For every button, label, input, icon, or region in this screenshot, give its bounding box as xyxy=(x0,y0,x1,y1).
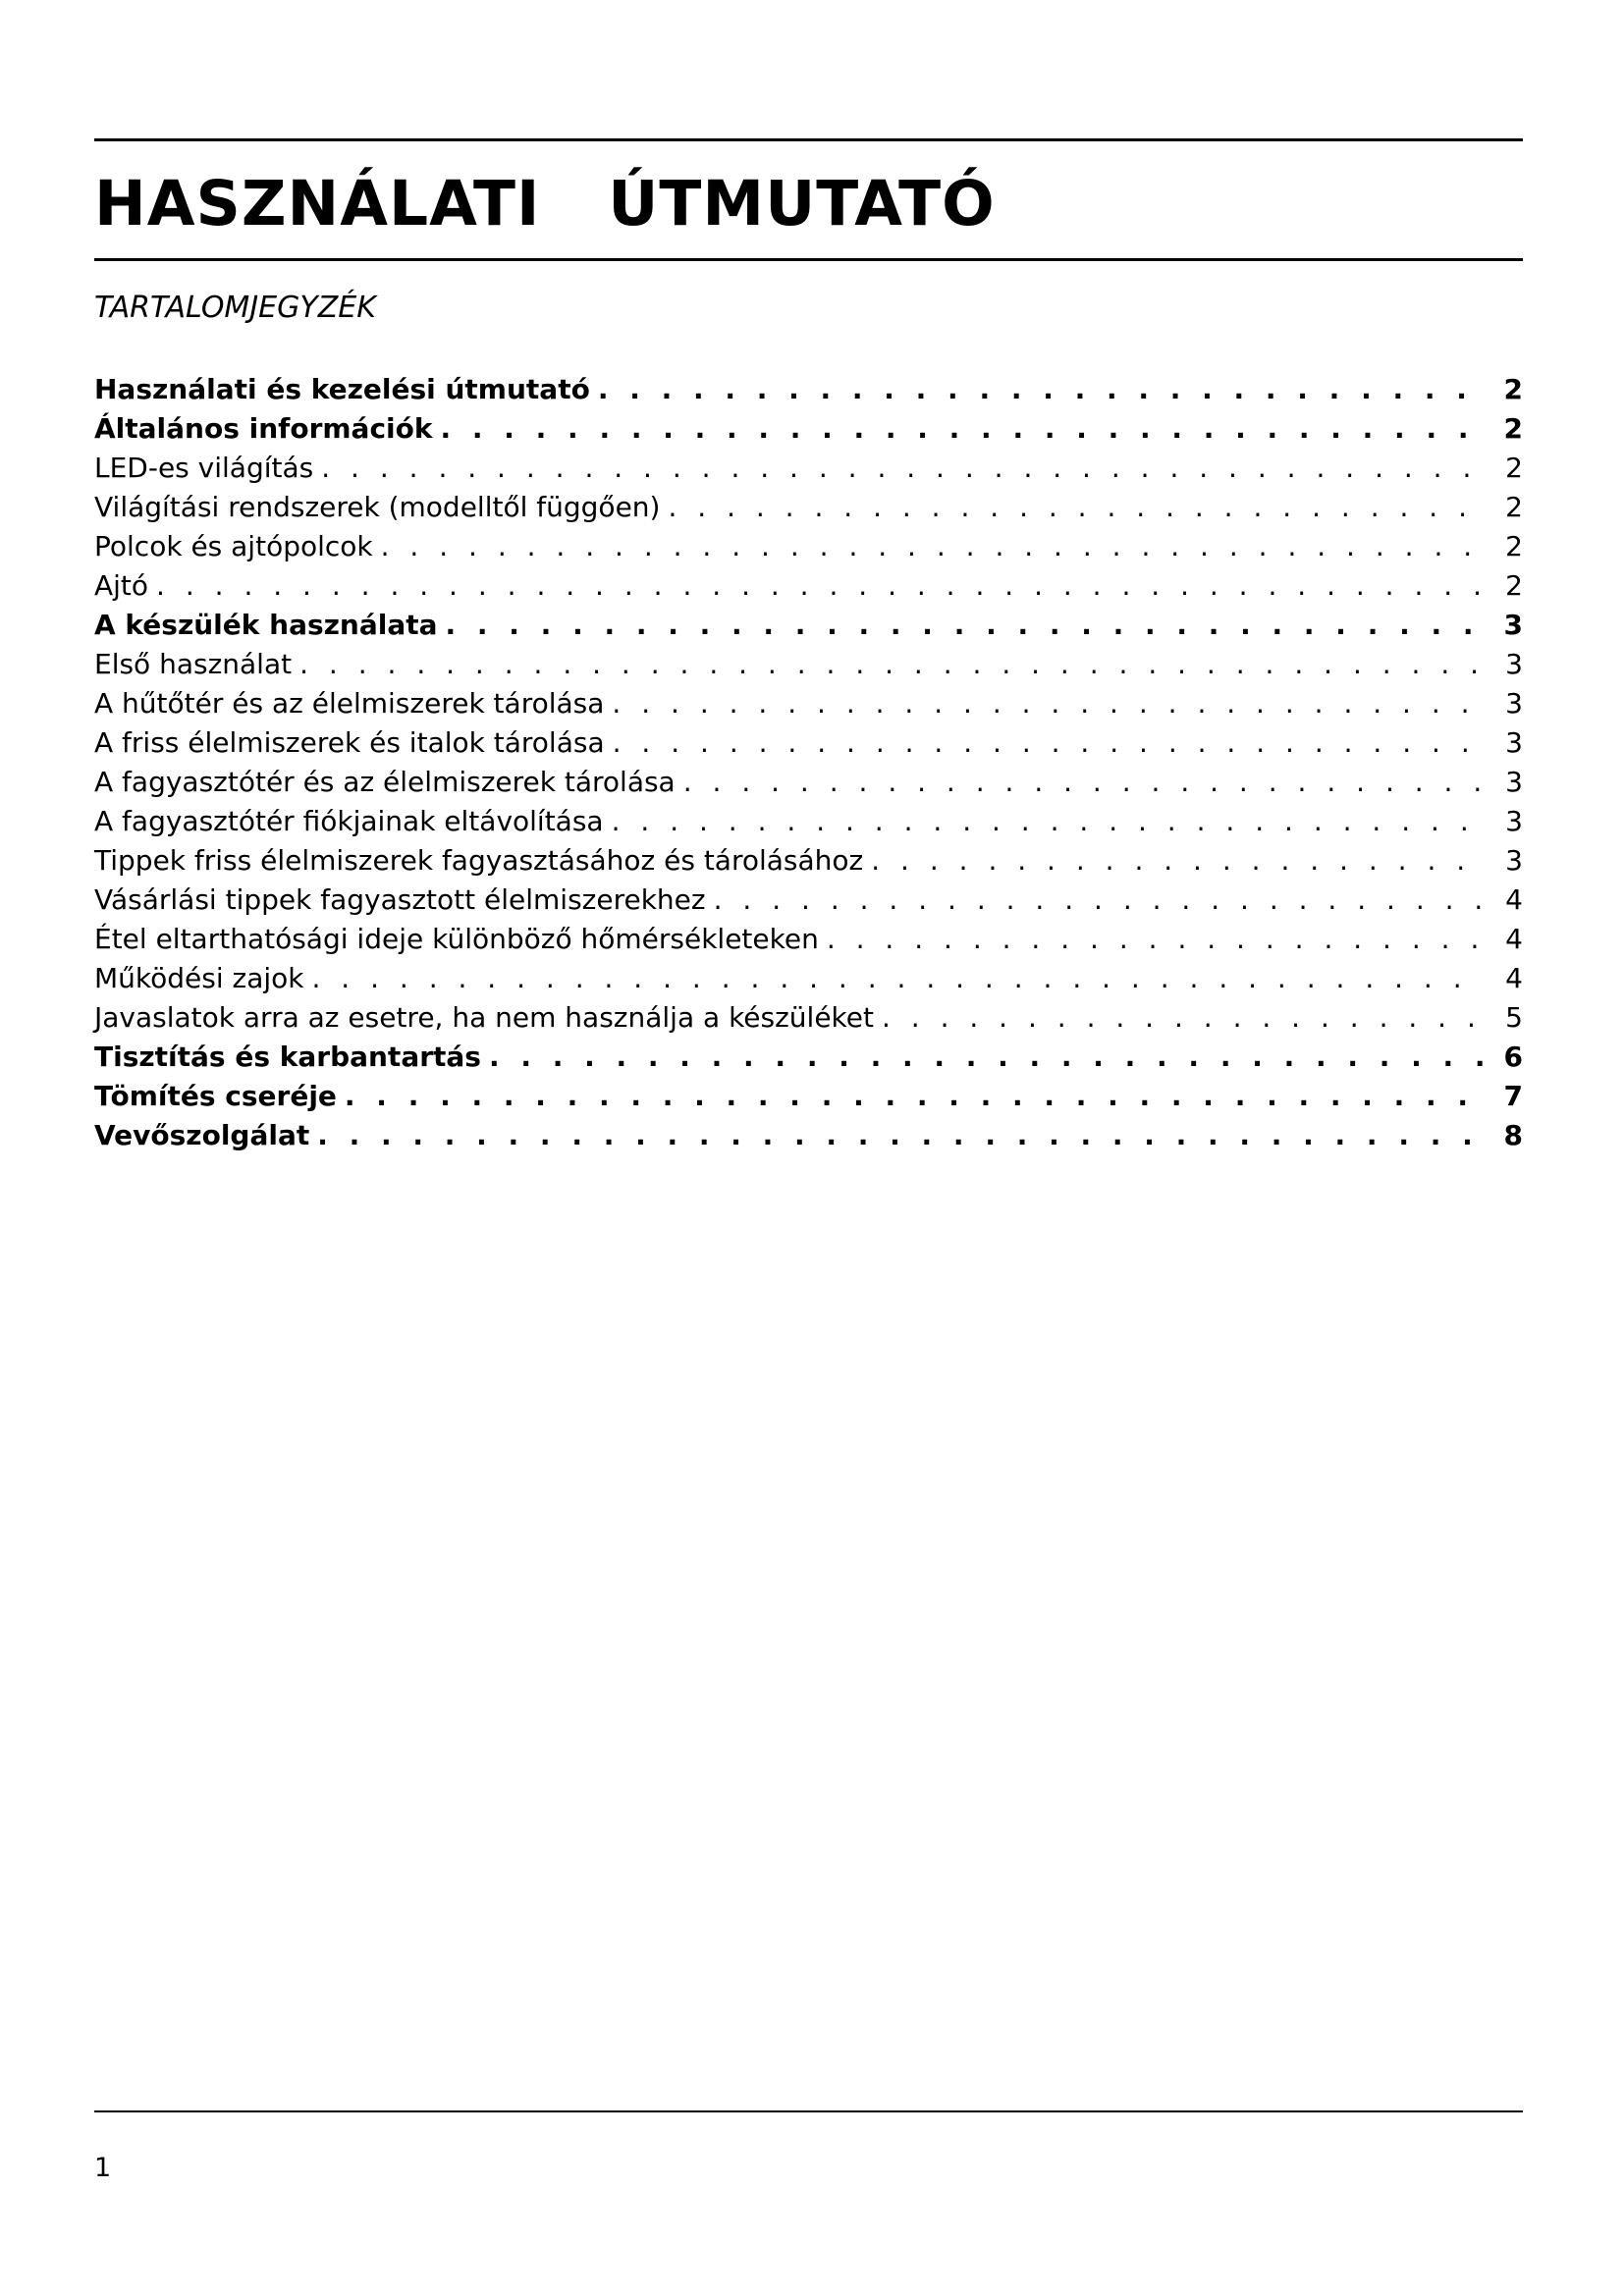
toc-entry[interactable] xyxy=(94,370,1523,409)
toc-entry-page: 3 xyxy=(1505,687,1523,720)
toc-entry[interactable] xyxy=(94,684,1523,723)
toc-entry[interactable] xyxy=(94,527,1523,566)
toc-heading: TARTALOMJEGYZÉK xyxy=(94,291,376,325)
toc-entry-label: A fagyasztótér fiókjainak eltávolítása xyxy=(94,805,604,837)
toc-entry-label: LED-es világítás xyxy=(94,452,314,484)
toc-entry-page: 3 xyxy=(1505,805,1523,837)
toc-entry-label: Ajtó xyxy=(94,569,149,602)
toc-dot-leader xyxy=(156,566,1484,606)
toc-dot-leader xyxy=(345,1077,1484,1116)
toc-entry-page: 2 xyxy=(1503,412,1523,445)
toc-dot-leader xyxy=(613,723,1484,763)
table-of-contents xyxy=(94,370,1523,1155)
toc-entry-page: 2 xyxy=(1505,569,1523,602)
toc-entry-label: Működési zajok xyxy=(94,962,304,994)
toc-entry[interactable] xyxy=(94,566,1523,606)
toc-entry-label: A hűtőtér és az élelmiszerek tárolása xyxy=(94,687,605,720)
toc-entry-page: 4 xyxy=(1505,923,1523,955)
toc-entry[interactable] xyxy=(94,881,1523,920)
toc-dot-leader xyxy=(871,841,1484,881)
toc-entry-page: 3 xyxy=(1505,726,1523,759)
toc-dot-leader xyxy=(882,998,1484,1038)
toc-entry-page: 6 xyxy=(1503,1041,1523,1073)
toc-entry-page: 7 xyxy=(1503,1080,1523,1112)
page-number: 1 xyxy=(94,2153,112,2183)
toc-entry-page: 3 xyxy=(1505,648,1523,680)
toc-entry[interactable] xyxy=(94,488,1523,527)
toc-dot-leader xyxy=(598,370,1484,409)
toc-entry-page: 2 xyxy=(1505,452,1523,484)
toc-entry-label: Étel eltarthatósági ideje különböző hőmérsékleteken xyxy=(94,923,819,955)
toc-dot-leader xyxy=(299,645,1484,684)
toc-dot-leader xyxy=(683,763,1484,802)
top-rule xyxy=(94,138,1523,141)
toc-entry[interactable] xyxy=(94,645,1523,684)
toc-dot-leader xyxy=(317,1116,1484,1155)
toc-entry-page: 2 xyxy=(1505,530,1523,562)
toc-entry-label: Vevőszolgálat xyxy=(94,1119,310,1151)
toc-entry-label: Világítási rendszerek (modelltől függően) xyxy=(94,491,661,523)
toc-entry-label: Vásárlási tippek fagyasztott élelmiszerekhez xyxy=(94,883,706,916)
toc-entry-page: 3 xyxy=(1505,766,1523,798)
toc-entry-label: A készülék használata xyxy=(94,609,438,641)
toc-dot-leader xyxy=(381,527,1484,566)
toc-dot-leader xyxy=(612,802,1484,841)
toc-dot-leader xyxy=(312,959,1485,998)
toc-entry-page: 2 xyxy=(1505,491,1523,523)
toc-entry-page: 3 xyxy=(1505,844,1523,877)
toc-entry-page: 8 xyxy=(1503,1119,1523,1151)
toc-entry-page: 4 xyxy=(1505,883,1523,916)
toc-entry-label: Tömítés cseréje xyxy=(94,1080,337,1112)
toc-entry[interactable] xyxy=(94,449,1523,488)
toc-entry[interactable] xyxy=(94,920,1523,959)
toc-entry-page: 2 xyxy=(1503,373,1523,405)
toc-dot-leader xyxy=(612,684,1484,723)
toc-entry-page: 4 xyxy=(1505,962,1523,994)
toc-entry[interactable] xyxy=(94,606,1523,645)
toc-entry[interactable] xyxy=(94,1116,1523,1155)
toc-dot-leader xyxy=(446,606,1484,645)
toc-entry[interactable] xyxy=(94,723,1523,763)
toc-entry-label: A fagyasztótér és az élelmiszerek tárolása xyxy=(94,766,676,798)
footer-rule xyxy=(94,2110,1523,2112)
toc-dot-leader xyxy=(489,1038,1484,1077)
toc-dot-leader xyxy=(714,881,1484,920)
toc-entry-label: Tippek friss élelmiszerek fagyasztásához és tárolásához xyxy=(94,844,864,877)
toc-entry[interactable] xyxy=(94,959,1523,998)
toc-dot-leader xyxy=(668,488,1484,527)
toc-entry[interactable] xyxy=(94,841,1523,881)
toc-dot-leader xyxy=(827,920,1484,959)
toc-entry-page: 3 xyxy=(1503,609,1523,641)
document-title: HASZNÁLATI ÚTMUTATÓ xyxy=(94,168,996,240)
toc-entry[interactable] xyxy=(94,998,1523,1038)
title-underline-rule xyxy=(94,258,1523,261)
toc-entry-label: Javaslatok arra az esetre, ha nem használja a készüléket xyxy=(94,1001,874,1034)
toc-entry-label: Használati és kezelési útmutató xyxy=(94,373,590,405)
toc-entry-label: Első használat xyxy=(94,648,293,680)
toc-dot-leader xyxy=(441,409,1484,449)
toc-entry-label: Tisztítás és karbantartás xyxy=(94,1041,481,1073)
toc-entry-page: 5 xyxy=(1505,1001,1523,1034)
toc-entry[interactable] xyxy=(94,1038,1523,1077)
toc-dot-leader xyxy=(321,449,1484,488)
toc-entry[interactable] xyxy=(94,763,1523,802)
toc-entry[interactable] xyxy=(94,802,1523,841)
toc-entry[interactable] xyxy=(94,1077,1523,1116)
toc-entry-label: Polcok és ajtópolcok xyxy=(94,530,373,562)
toc-entry-label: Általános információk xyxy=(94,412,433,445)
toc-entry-label: A friss élelmiszerek és italok tárolása xyxy=(94,726,605,759)
toc-entry[interactable] xyxy=(94,409,1523,449)
